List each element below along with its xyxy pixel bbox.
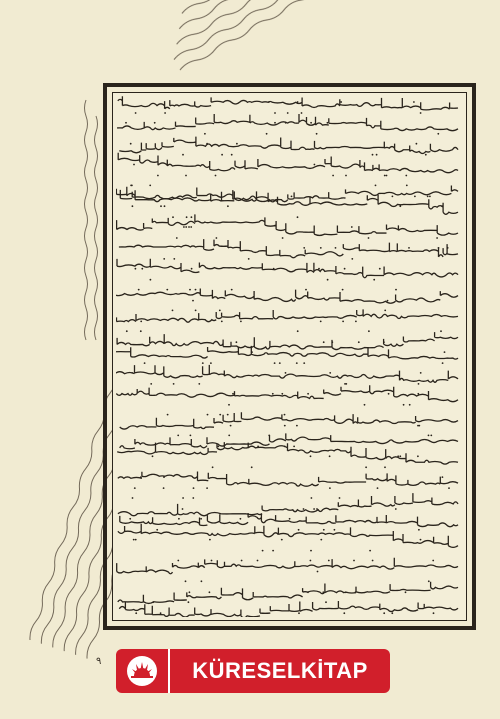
manuscript-line xyxy=(116,288,458,303)
manuscript-line xyxy=(118,524,458,552)
publisher-banner xyxy=(116,649,390,693)
manuscript-line xyxy=(119,137,458,156)
manuscript-line xyxy=(117,214,458,239)
publisher-name: KÜRESELKİTAP xyxy=(192,658,368,683)
manuscript-line xyxy=(119,239,458,260)
manuscript-line xyxy=(116,385,458,405)
manuscript-line xyxy=(117,442,458,468)
page-number: ٩ xyxy=(96,656,102,667)
globe-logo-icon xyxy=(116,649,170,693)
manuscript-line xyxy=(118,493,458,516)
manuscript-line xyxy=(116,346,458,364)
manuscript-line xyxy=(117,558,458,574)
manuscript-line xyxy=(118,96,458,114)
manuscript-line xyxy=(116,309,458,326)
margin-note-inner-left xyxy=(85,100,98,340)
manuscript-line xyxy=(117,330,458,349)
manuscript-line xyxy=(119,601,458,617)
manuscript-line xyxy=(118,580,458,603)
manuscript-text-block xyxy=(116,96,463,617)
manuscript-line xyxy=(116,365,458,385)
manuscript-line xyxy=(120,433,458,448)
margin-note-top xyxy=(149,0,389,72)
manuscript-line xyxy=(120,513,458,531)
manuscript-line xyxy=(117,114,458,135)
manuscript-line xyxy=(118,472,458,489)
manuscript-line xyxy=(117,259,458,281)
manuscript-line xyxy=(118,153,458,177)
manuscript-line xyxy=(120,412,458,429)
manuscript-line xyxy=(116,187,458,218)
